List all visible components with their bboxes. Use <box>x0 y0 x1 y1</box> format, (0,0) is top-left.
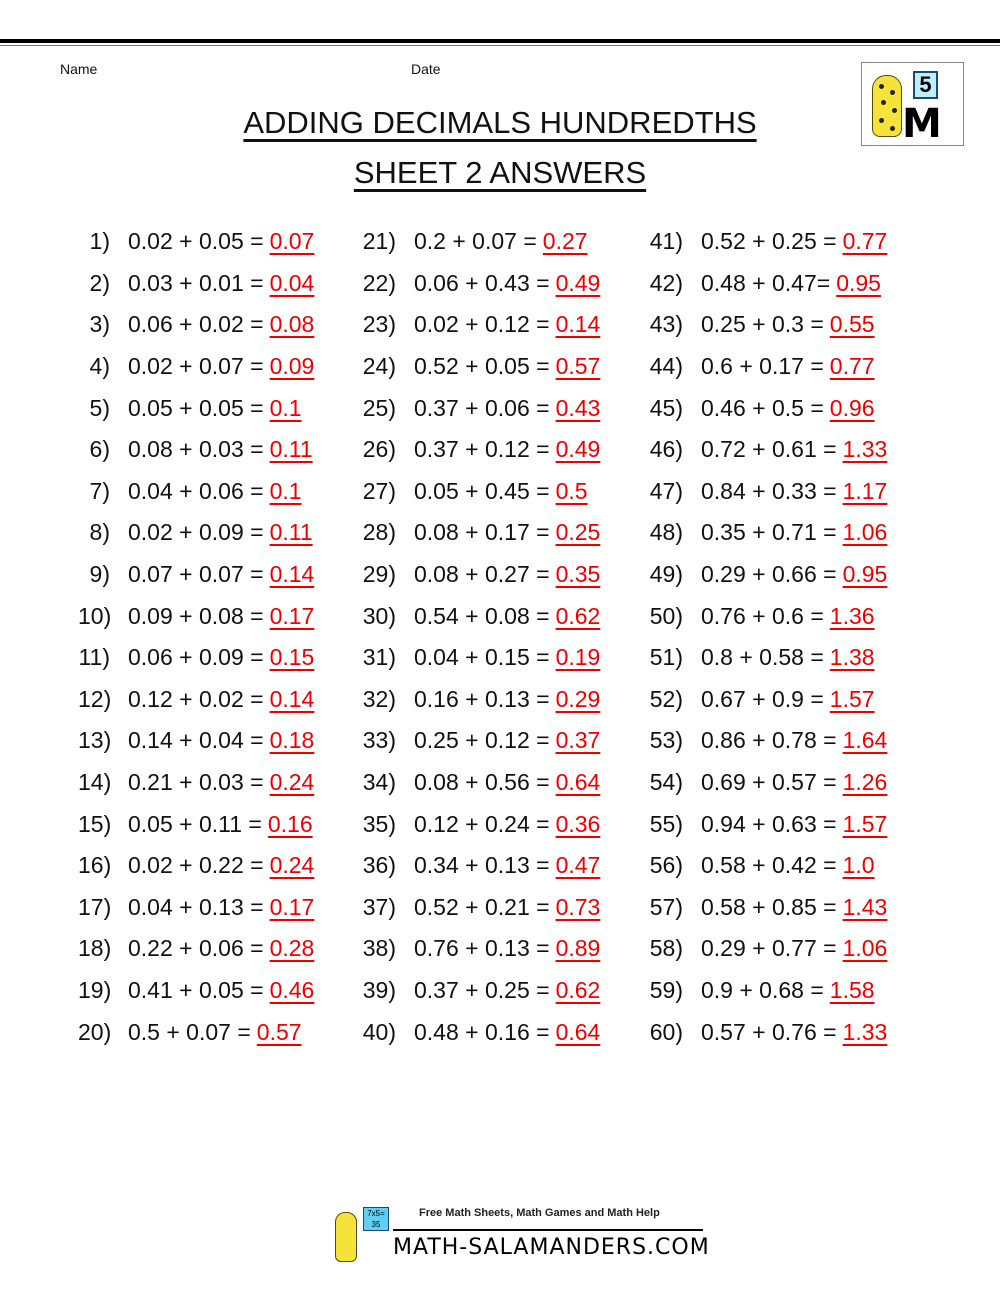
problem-answer: 1.0 <box>842 852 875 879</box>
problem-row <box>631 346 887 388</box>
problem-number: 13) <box>78 727 112 754</box>
problem-number: 58) <box>649 935 683 962</box>
problem-equation: 0.72 + 0.61 = <box>701 436 837 463</box>
problem-equation: 0.48 + 0.47= <box>701 269 831 296</box>
problem-number: 9) <box>89 561 110 588</box>
footer-board: 7x5= 35 <box>363 1207 389 1231</box>
problem-equation: 0.16 + 0.13 = <box>414 685 550 712</box>
problem-row <box>631 803 887 845</box>
problem-answer: 0.77 <box>829 353 875 380</box>
problem-number: 18) <box>78 935 112 962</box>
problem-number: 31) <box>362 644 396 671</box>
problem-equation: 0.29 + 0.77 = <box>701 935 837 962</box>
problem-equation: 0.14 + 0.04 = <box>128 727 264 754</box>
problem-row <box>344 762 600 804</box>
problem-answer: 0.19 <box>555 644 601 671</box>
problem-row <box>78 887 314 929</box>
top-rule-thin <box>0 45 1000 46</box>
problem-row <box>78 970 314 1012</box>
problem-equation: 0.46 + 0.5 = <box>701 394 824 421</box>
footer-logo <box>327 1202 712 1274</box>
problem-equation: 0.06 + 0.02 = <box>128 311 264 338</box>
problem-equation: 0.41 + 0.05 = <box>128 976 264 1003</box>
problem-number: 49) <box>649 561 683 588</box>
problem-equation: 0.05 + 0.05 = <box>128 394 264 421</box>
problem-equation: 0.34 + 0.13 = <box>414 852 550 879</box>
problem-equation: 0.58 + 0.85 = <box>701 893 837 920</box>
problem-row <box>344 221 600 263</box>
problem-number: 22) <box>362 269 396 296</box>
problem-equation: 0.9 + 0.68 = <box>701 976 824 1003</box>
problem-row <box>631 845 887 887</box>
problem-number: 44) <box>649 353 683 380</box>
problem-answer: 1.33 <box>842 436 888 463</box>
problem-row <box>631 263 887 305</box>
problem-row <box>78 845 314 887</box>
problem-row <box>631 679 887 721</box>
problem-row <box>78 512 314 554</box>
problem-row <box>78 720 314 762</box>
problem-number: 20) <box>78 1018 112 1045</box>
problem-number: 35) <box>362 810 396 837</box>
problem-row <box>344 512 600 554</box>
grade-board: 5 <box>913 71 938 99</box>
problem-number: 57) <box>649 893 683 920</box>
problem-equation: 0.21 + 0.03 = <box>128 769 264 796</box>
problem-number: 27) <box>362 477 396 504</box>
problem-answer: 1.58 <box>829 976 875 1003</box>
problem-answer: 0.64 <box>555 1018 601 1045</box>
problem-answer: 0.64 <box>555 769 601 796</box>
logo-m-icon: M <box>902 101 936 147</box>
problem-answer: 0.95 <box>842 561 888 588</box>
problem-number: 60) <box>649 1018 683 1045</box>
problem-answer: 0.46 <box>269 976 315 1003</box>
problem-answer: 0.57 <box>256 1018 302 1045</box>
problem-answer: 0.96 <box>829 394 875 421</box>
problem-row <box>631 887 887 929</box>
top-rule <box>0 39 1000 43</box>
problem-row <box>344 803 600 845</box>
problem-number: 1) <box>89 228 110 255</box>
problem-number: 25) <box>362 394 396 421</box>
problem-row <box>344 887 600 929</box>
problem-number: 17) <box>78 893 112 920</box>
problem-answer: 0.1 <box>269 394 302 421</box>
problem-answer: 0.29 <box>555 685 601 712</box>
problem-number: 11) <box>78 644 110 671</box>
problem-number: 40) <box>362 1018 396 1045</box>
problem-equation: 0.04 + 0.15 = <box>414 644 550 671</box>
problem-number: 34) <box>362 769 396 796</box>
problem-equation: 0.29 + 0.66 = <box>701 561 837 588</box>
problem-row <box>631 970 887 1012</box>
problem-row <box>631 595 887 637</box>
problem-number: 15) <box>78 810 112 837</box>
problem-answer: 0.08 <box>269 311 315 338</box>
footer-site-name: MATH-SALAMANDERS.COM <box>393 1235 710 1260</box>
problem-number: 32) <box>362 685 396 712</box>
problem-row <box>631 762 887 804</box>
problem-row <box>344 304 600 346</box>
problem-number: 55) <box>649 810 683 837</box>
problem-row <box>344 595 600 637</box>
problem-equation: 0.07 + 0.07 = <box>128 561 264 588</box>
problem-answer: 0.14 <box>269 685 315 712</box>
problem-row <box>78 762 314 804</box>
problem-equation: 0.35 + 0.71 = <box>701 519 837 546</box>
name-label: Name <box>60 61 98 77</box>
problem-answer: 0.14 <box>269 561 315 588</box>
problem-row <box>78 263 314 305</box>
problem-number: 21) <box>362 228 396 255</box>
problem-equation: 0.52 + 0.25 = <box>701 228 837 255</box>
problem-equation: 0.37 + 0.25 = <box>414 976 550 1003</box>
problem-equation: 0.76 + 0.6 = <box>701 602 824 629</box>
problem-row <box>631 720 887 762</box>
problem-equation: 0.04 + 0.13 = <box>128 893 264 920</box>
problem-number: 53) <box>649 727 683 754</box>
problem-answer: 1.17 <box>842 477 888 504</box>
problem-equation: 0.02 + 0.09 = <box>128 519 264 546</box>
problem-row <box>631 429 887 471</box>
problem-row <box>78 803 314 845</box>
problem-equation: 0.8 + 0.58 = <box>701 644 824 671</box>
problem-equation: 0.06 + 0.09 = <box>128 644 264 671</box>
problem-number: 46) <box>649 436 683 463</box>
problem-number: 51) <box>649 644 683 671</box>
problem-row <box>78 679 314 721</box>
problem-number: 59) <box>649 976 683 1003</box>
problem-answer: 0.62 <box>555 602 601 629</box>
problem-equation: 0.2 + 0.07 = <box>414 228 537 255</box>
problem-equation: 0.69 + 0.57 = <box>701 769 837 796</box>
problem-equation: 0.05 + 0.11 = <box>128 810 262 837</box>
problem-answer: 0.49 <box>555 436 601 463</box>
problem-row <box>344 387 600 429</box>
date-label: Date <box>411 61 441 77</box>
problem-row <box>631 637 887 679</box>
problem-row <box>344 263 600 305</box>
problem-row <box>78 928 314 970</box>
problem-number: 42) <box>649 269 683 296</box>
footer-rule <box>393 1229 703 1231</box>
problem-answer: 0.28 <box>269 935 315 962</box>
problem-answer: 0.17 <box>269 893 315 920</box>
problem-answer: 0.89 <box>555 935 601 962</box>
problem-equation: 0.37 + 0.06 = <box>414 394 550 421</box>
problem-number: 4) <box>89 353 110 380</box>
problem-row <box>344 970 600 1012</box>
problem-equation: 0.02 + 0.22 = <box>128 852 264 879</box>
problem-answer: 0.1 <box>269 477 302 504</box>
problem-answer: 0.25 <box>555 519 601 546</box>
problem-answer: 0.24 <box>269 852 315 879</box>
problem-answer: 0.73 <box>555 893 601 920</box>
problem-number: 7) <box>89 477 110 504</box>
problem-equation: 0.54 + 0.08 = <box>414 602 550 629</box>
problem-row <box>78 221 314 263</box>
problem-equation: 0.67 + 0.9 = <box>701 685 824 712</box>
problem-answer: 0.18 <box>269 727 315 754</box>
problem-row <box>78 471 314 513</box>
problem-row <box>631 304 887 346</box>
problem-equation: 0.48 + 0.16 = <box>414 1018 550 1045</box>
problem-answer: 1.64 <box>842 727 888 754</box>
problem-answer: 0.27 <box>542 228 588 255</box>
problem-equation: 0.57 + 0.76 = <box>701 1018 837 1045</box>
problem-answer: 0.11 <box>269 519 313 546</box>
problem-row <box>78 1011 314 1053</box>
problem-equation: 0.08 + 0.56 = <box>414 769 550 796</box>
problem-number: 30) <box>362 602 396 629</box>
problem-answer: 1.57 <box>829 685 875 712</box>
problem-number: 29) <box>362 561 396 588</box>
problem-equation: 0.08 + 0.03 = <box>128 436 264 463</box>
problem-equation: 0.94 + 0.63 = <box>701 810 837 837</box>
problem-row <box>78 387 314 429</box>
problem-number: 19) <box>78 976 112 1003</box>
problem-number: 14) <box>78 769 112 796</box>
problem-number: 23) <box>362 311 396 338</box>
problem-row <box>344 429 600 471</box>
problem-answer: 1.36 <box>829 602 875 629</box>
problem-answer: 0.77 <box>842 228 888 255</box>
problem-row <box>344 471 600 513</box>
problem-answer: 0.07 <box>269 228 315 255</box>
problem-number: 2) <box>89 269 110 296</box>
problem-equation: 0.76 + 0.13 = <box>414 935 550 962</box>
problem-answer: 0.62 <box>555 976 601 1003</box>
problem-answer: 1.06 <box>842 935 888 962</box>
problem-answer: 0.95 <box>836 269 881 296</box>
problem-number: 5) <box>89 394 110 421</box>
problem-number: 12) <box>78 685 112 712</box>
problem-number: 45) <box>649 394 683 421</box>
problem-equation: 0.22 + 0.06 = <box>128 935 264 962</box>
problem-equation: 0.84 + 0.33 = <box>701 477 837 504</box>
problem-row <box>344 1011 600 1053</box>
problem-answer: 0.17 <box>269 602 315 629</box>
footer-tagline: Free Math Sheets, Math Games and Math Help <box>419 1207 660 1219</box>
problem-equation: 0.09 + 0.08 = <box>128 602 264 629</box>
problem-row <box>78 637 314 679</box>
problem-answer: 0.43 <box>555 394 601 421</box>
problem-answer: 0.37 <box>555 727 601 754</box>
problem-column-2 <box>344 221 600 1053</box>
problem-equation: 0.58 + 0.42 = <box>701 852 837 879</box>
problem-row <box>78 595 314 637</box>
problem-answer: 1.26 <box>842 769 888 796</box>
problem-answer: 0.49 <box>555 269 601 296</box>
problem-equation: 0.08 + 0.27 = <box>414 561 550 588</box>
problem-answer: 0.47 <box>555 852 601 879</box>
problem-row <box>344 637 600 679</box>
problem-number: 50) <box>649 602 683 629</box>
problem-row <box>631 471 887 513</box>
problem-number: 39) <box>362 976 396 1003</box>
problem-equation: 0.25 + 0.3 = <box>701 311 824 338</box>
problem-equation: 0.02 + 0.05 = <box>128 228 264 255</box>
problem-number: 36) <box>362 852 396 879</box>
problem-row <box>344 554 600 596</box>
problem-equation: 0.5 + 0.07 = <box>128 1018 251 1045</box>
problem-answer: 0.5 <box>555 477 588 504</box>
problem-answer: 1.38 <box>829 644 875 671</box>
problem-column-1 <box>78 221 314 1053</box>
problem-row <box>344 720 600 762</box>
problem-equation: 0.86 + 0.78 = <box>701 727 837 754</box>
problem-row <box>78 346 314 388</box>
problem-answer: 0.14 <box>555 311 601 338</box>
problem-row <box>631 512 887 554</box>
problem-answer: 1.43 <box>842 893 888 920</box>
problem-number: 3) <box>89 311 110 338</box>
problem-equation: 0.06 + 0.43 = <box>414 269 550 296</box>
problem-row <box>78 429 314 471</box>
problem-number: 33) <box>362 727 396 754</box>
problem-answer: 0.36 <box>555 810 601 837</box>
problem-equation: 0.12 + 0.24 = <box>414 810 550 837</box>
problem-row <box>631 387 887 429</box>
problem-answer: 0.57 <box>555 353 601 380</box>
problem-answer: 0.16 <box>267 810 313 837</box>
problem-number: 6) <box>89 436 110 463</box>
problem-row <box>631 221 887 263</box>
problem-answer: 0.55 <box>829 311 875 338</box>
problem-equation: 0.04 + 0.06 = <box>128 477 264 504</box>
problem-answer: 1.33 <box>842 1018 888 1045</box>
problem-number: 26) <box>362 436 396 463</box>
problem-answer: 1.06 <box>842 519 888 546</box>
problem-equation: 0.37 + 0.12 = <box>414 436 550 463</box>
problem-number: 56) <box>649 852 683 879</box>
problem-equation: 0.6 + 0.17 = <box>701 353 824 380</box>
problem-answer: 0.15 <box>269 644 315 671</box>
problem-number: 28) <box>362 519 396 546</box>
salamander-mascot-icon <box>335 1212 357 1262</box>
problem-row <box>344 928 600 970</box>
problem-equation: 0.12 + 0.02 = <box>128 685 264 712</box>
problem-row <box>78 554 314 596</box>
problem-equation: 0.52 + 0.05 = <box>414 353 550 380</box>
problem-equation: 0.52 + 0.21 = <box>414 893 550 920</box>
problem-number: 37) <box>362 893 396 920</box>
problem-number: 24) <box>362 353 396 380</box>
problem-row <box>631 554 887 596</box>
problem-number: 41) <box>649 228 683 255</box>
problem-number: 54) <box>649 769 683 796</box>
problem-answer: 1.57 <box>842 810 888 837</box>
problem-column-3 <box>631 221 887 1053</box>
problem-equation: 0.25 + 0.12 = <box>414 727 550 754</box>
problem-number: 43) <box>649 311 683 338</box>
problem-row <box>344 346 600 388</box>
problem-number: 52) <box>649 685 683 712</box>
problem-equation: 0.03 + 0.01 = <box>128 269 264 296</box>
problem-number: 16) <box>78 852 112 879</box>
problem-row <box>344 845 600 887</box>
problem-number: 47) <box>649 477 683 504</box>
problem-equation: 0.05 + 0.45 = <box>414 477 550 504</box>
problem-row <box>631 1011 887 1053</box>
page-title: ADDING DECIMALS HUNDREDTHS <box>243 105 757 140</box>
problem-row <box>344 679 600 721</box>
problem-answer: 0.35 <box>555 561 601 588</box>
problem-answer: 0.11 <box>269 436 313 463</box>
problem-answer: 0.24 <box>269 769 315 796</box>
problem-number: 10) <box>78 602 112 629</box>
problem-row <box>631 928 887 970</box>
problem-number: 48) <box>649 519 683 546</box>
problem-number: 8) <box>89 519 110 546</box>
problem-equation: 0.02 + 0.07 = <box>128 353 264 380</box>
problem-number: 38) <box>362 935 396 962</box>
problem-answer: 0.09 <box>269 353 315 380</box>
page-subtitle: SHEET 2 ANSWERS <box>353 155 647 190</box>
problem-answer: 0.04 <box>269 269 315 296</box>
problem-row <box>78 304 314 346</box>
problem-equation: 0.08 + 0.17 = <box>414 519 550 546</box>
problem-equation: 0.02 + 0.12 = <box>414 311 550 338</box>
